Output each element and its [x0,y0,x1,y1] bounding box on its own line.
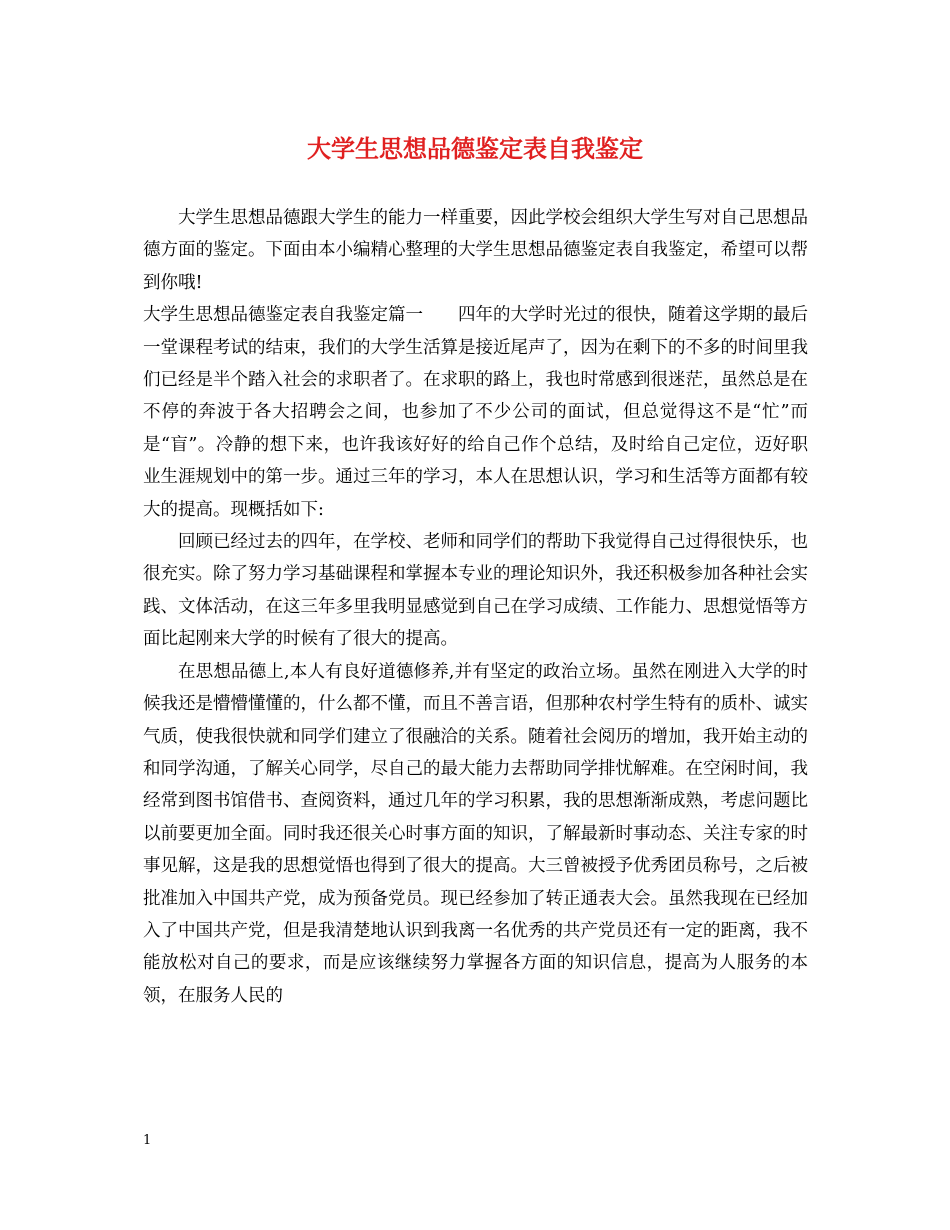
page-number: 1 [143,1133,152,1148]
paragraph-section-one: 大学生思想品德鉴定表自我鉴定篇一 四年的大学时光过的很快，随着这学期的最后一堂课程考试的结束，我们的大学生活算是接近尾声了，因为在剩下的不多的时间里我们已经是半个踏入社会的求职者了。在求职的路上，我也时常感到很迷茫，虽然总是在不停的奔波于各大招聘会之间，也参加了不少公司的面试，但总觉得这不是“忙”而是“盲”。冷静的想下来，也许我该好好的给自己作个总结，及时给自己定位，迈好职业生涯规划中的第一步。通过三年的学习，本人在思想认识，学习和生活等方面都有较大的提高。现概括如下: [143,305,808,520]
document-title: 大学生思想品德鉴定表自我鉴定 [307,134,643,163]
paragraph-review: 回顾已经过去的四年，在学校、老师和同学们的帮助下我觉得自己过得很快乐，也很充实。除了努力学习基础课程和掌握本专业的理论知识外，我还积极参加各种社会实践、文体活动，在这三年多里我明显感觉到自己在学习成绩、工作能力、思想觉悟等方面比起刚来大学的时候有了很大的提高。 [143,532,808,650]
paragraph-intro: 大学生思想品德跟大学生的能力一样重要，因此学校会组织大学生写对自己思想品德方面的鉴定。下面由本小编精心整理的大学生思想品德鉴定表自我鉴定，希望可以帮到你哦! [143,208,808,293]
document-body [143,202,808,1012]
paragraph-moral-character: 在思想品德上,本人有良好道德修养,并有坚定的政治立场。虽然在刚进入大学的时候我还是懵懵懂懂的，什么都不懂，而且不善言语，但那种农村学生特有的质朴、诚实气质，使我很快就和同学们建立了很融洽的关系。随着社会阅历的增加，我开始主动的和同学沟通，了解关心同学，尽自己的最大能力去帮助同学排忧解难。在空闲时间，我经常到图书馆借书、查阅资料，通过几年的学习积累，我的思想渐渐成熟，考虑问题比以前要更加全面。同时我还很关心时事方面的知识，了解最新时事动态、关注专家的时事见解，这是我的思想觉悟也得到了很大的提高。大三曾被授予优秀团员称号，之后被批准加入中国共产党，成为预备党员。现已经参加了转正通表大会。虽然我现在已经加入了中国共产党，但是我清楚地认识到我离一名优秀的共产党员还有一定的距离，我不能放松对自己的要求，而是应该继续努力掌握各方面的知识信息，提高为人服务的本领，在服务人民的 [143,661,808,1006]
